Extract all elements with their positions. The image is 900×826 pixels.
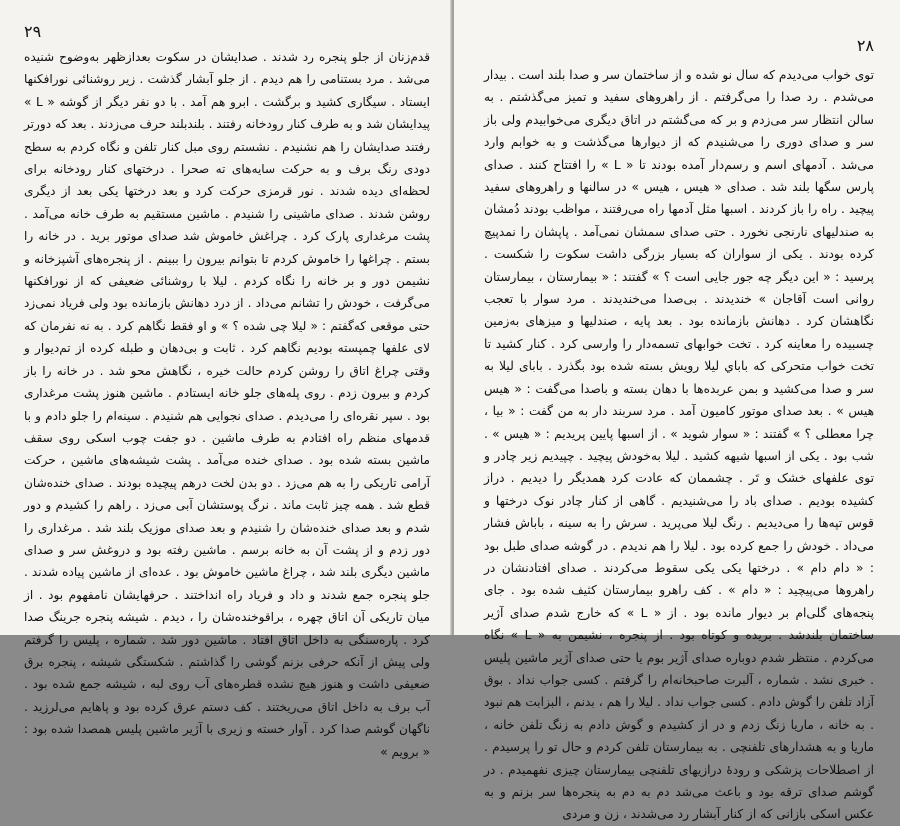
left-page bbox=[0, 0, 452, 759]
right-page-text bbox=[484, 64, 874, 826]
left-page-paragraph: قدم‌زنان از جلو پنجره رد شدند . صدایشان در سکوت بعدازظهر به‌وضوح شنیده می‌شد . مرد بستنامی را هم دیدم . از جلو آبشار گذشت . زیر روشنائی نورافکنها ایستاد . سیگاری کشید و برگشت . ابرو هم آمد . با دو نفر دیگر از گوشه « L » پیدایشان شد و به طرف کنار رودخانه رفتند . بلندبلند حرف می‌زدند . بعد که دورتر رفتند صدایشان را هم نشنیدم . نشستم روی مبل کنار تلفن و نگاه کردم به سطح دودی رنگ برف و به حرکت سایه‌های ته صحرا . درختهای کنار رودخانه برای لحظه‌ای دیده شدند . نور قرمزی حرکت کرد و بعد درختها یکی بعد از دیگری روشن شدند . صدای ماشینی را شنیدم . ماشین مستقیم به طرف خانه می‌آمد . پشت مرغداری پارک کرد . چراغش خاموش شد صدای موتور برید . در خانه را بستم . چراغها را خاموش کردم تا بتوانم بیرون را ببینم . از پنجره‌های آشپزخانه و نشیمن دور و بر خانه را نگاه کردم . لیلا با روشنائی ضعیفی که از نورافکنها می‌گرفت ، خودش را تشانم می‌داد . از درد دهانش بازمانده بود ولی فریاد نمی‌زد حتی موقعی که‌گفتم : « لیلا چی شده ؟ » و او فقط نگاهم کرد . به نه نفرمان که لای علفها چمپسته بودیم نگاهم کرد . ثابت و بی‌دهان و طبله کرده از تم‌دیوار و وقتی چراغ اتاق را روشن کردم حالت خیره ، نگاهش محو شد . در خانه را باز کردم و بیرون زدم . روی پله‌های جلو خانه ایستادم . ماشین هنوز پشت مرغداری بود . سپر نقره‌ای را می‌دیدم . صدای نجوایی هم شنیدم . سینه‌ام را جلو دادم و با قدمهای منظم راه افتادم به طرف ماشین . دو جفت چوب اسکی روی سقف ماشین بسته شده بود . صدای خنده می‌آمد . پشت شیشه‌های ماشین ، حرکت آرامی تاریکی را به هم می‌زد . دو بدن لخت درهم پیچیده بودند . صدای خنده‌شان قطع شد . همه چیز ثابت ماند . نرگ پوستشان آبی می‌زد . راهم را کشیدم و دور شدم و بعد صدای خنده‌شان را شنیدم و بعد صدای موزیک بلند شد . مرغداری را دور زدم و از پشت آن به خانه برسم . ماشین رفته بود و دروغش سر و صدای ماشین دیگری بلند شد ، چراغ ماشین خاموش بود . عده‌ای از ماشین پیاده شدند . جلو پنجره جمع شدند و داد و فریاد راه انداختند . حرفهایشان نامفهوم بود . از میان تاریکی آن اتاق چهره ، براقوخنده‌شان را ، دیدم . شیشه پنجره جرینگ صدا کرد . پاره‌سنگی به داخل اتاق افتاد . ماشین دور شد . شماره ، پلیس را گرفتم ولی پیش از آنکه حرفی بزنم گوشی را گذاشتم . شکستگی شیشه ، پنجره برق ضعیفی داشت و هنوز هیچ نشده قطره‌های آب روی لبه ، شیشه جمع شده بود . آب برف به داخل اتاق می‌ریختند . کف دستم عرق کرده بود و پاهایم می‌لرزید . ناگهان گوشم صدا کرد . آوار خسته و زیری با آژیر ماشین پلیس همصدا شده بود : « برویم » bbox=[24, 50, 430, 759]
right-page-paragraph: توی خواب می‌دیدم که سال نو شده و از ساختمان سر و صدا بلند است . بیدار می‌شدم . رد صدا را می‌گرفتم . از راهروهای سفید و تمیز می‌گذشتم . به سالن انتظار سر می‌زدم و بر که می‌گشتم در اتاق دیگری می‌خوابیدم ولی باز سر و صدای دوری را می‌شنیدم که از دیوارها می‌گذشت و به خوابم وارد می‌شد . آدمهای اسم و رسم‌دار آمده بودند تا « L » را افتتاح کنند . صدای پارس سگها بلند شد . صدای « هیس ، هیس » در سالنها و راهروهای سفید پیچید . راه را باز کردند . اسبها مثل آدمها راه می‌رفتند ، مواظب بودند دُمشان به صندلیهای نارنجی نخورد . حتی صدای سمشان نمی‌آمد . پاپشان را نمدپیچ کرده بودند . یکی از سواران که بسیار بزرگی داشت سکوت را شکست . پرسید : « این دیگر چه جور جایی است ؟ » گفتند : « بیمارستان ، بیمارستان روانی است آقاجان » خندیدند . بی‌صدا می‌خندیدند . مرد سوار با تعجب نگاهشان کرد . دهانش بازمانده بود . بعد پایه ، صندلیها و میزهای به‌زمین چسبیده را معاینه کرد . تخت خوابهای تسمه‌دار را وارسی کرد . کنار کشید تا تخت خواب متحرکی که باباي لیلا رویش بسته شده بود بگذرد . بابای لیلا به سر و صدا می‌کشید و بمن عربده‌ها با دهان بسته و باصدا می‌گفت : « هیس هیس » . بعد صدای موتور کامیون آمد . مرد سربند دار به من گفت : « بیا ، چرا معطلی ؟ » گفتند : « سوار شوید » . از اسبها پایین پریدیم : « هیس » . شب بود . یکی از اسبها شیهه کشید . لیلا به‌خودش پیچید . چپیدیم زیر چادر و توی علفهای خشک و تَر . چشممان که عادت کرد همدیگر را دیدیم . دراز کشیده بودیم . صدای باد را می‌شنیدیم . گاهی از کنار چادر نوک درختها و قوس تپه‌ها را می‌دیدیم . رنگ لیلا می‌پرید . سرش را به سینه ، باباش فشار می‌داد . خودش را جمع کرده بود . لیلا را هم ندیدم . در گوشه صدای طبل بود : « دام دام » . درختها یکی یکی سقوط می‌کردند . صدای افتادنشان در راهروها می‌پیچید : « دام » . کف راهرو بیمارستان کثیف شده بود . جای پنجه‌های گلی‌ام بر دیوار مانده بود . از « L » که خارج شدم صدای آژیر ساختمان بلندشد . بریده و کوتاه بود . از پنجره ، نشیمن به « L » نگاه می‌کردم . منتظر شدم دوباره صدای آژیر بوم یا حتی صدای آژیر ماشین پلیس . خبری نشد . شماره ، آلبرت صاحبخانه‌ام را گرفتم . کسی جواب نداد . بوق آزاد تلفن را گوش دادم . کسی جواب نداد . لیلا را هم ، بدنم ، البزابت هم نبود . به خانه ، ماریا زنگ زدم و در از کشیدم و گوش دادم به زنگ تلفن خانه ، ماریا و به هشدارهای تلفنچی . به بیمارستان تلفن کردم و حال تو را پرسیدم . از اصطلاحات پزشکی و رودهٔ درازیهای تلفنچی بیمارستان چیزی نفهمیدم . در گوشم صدای ترقه بود و باعث می‌شد دم به دم به پنجره‌ها سر بزنم و به عکس اسکی بازانی که از کنار آبشار رد می‌شدند ، زن و مردی bbox=[484, 68, 874, 822]
right-page bbox=[454, 0, 900, 822]
right-page-number: ۲۸ bbox=[856, 36, 874, 55]
left-page-number: ۲۹ bbox=[24, 22, 42, 41]
left-page-text bbox=[24, 46, 430, 763]
